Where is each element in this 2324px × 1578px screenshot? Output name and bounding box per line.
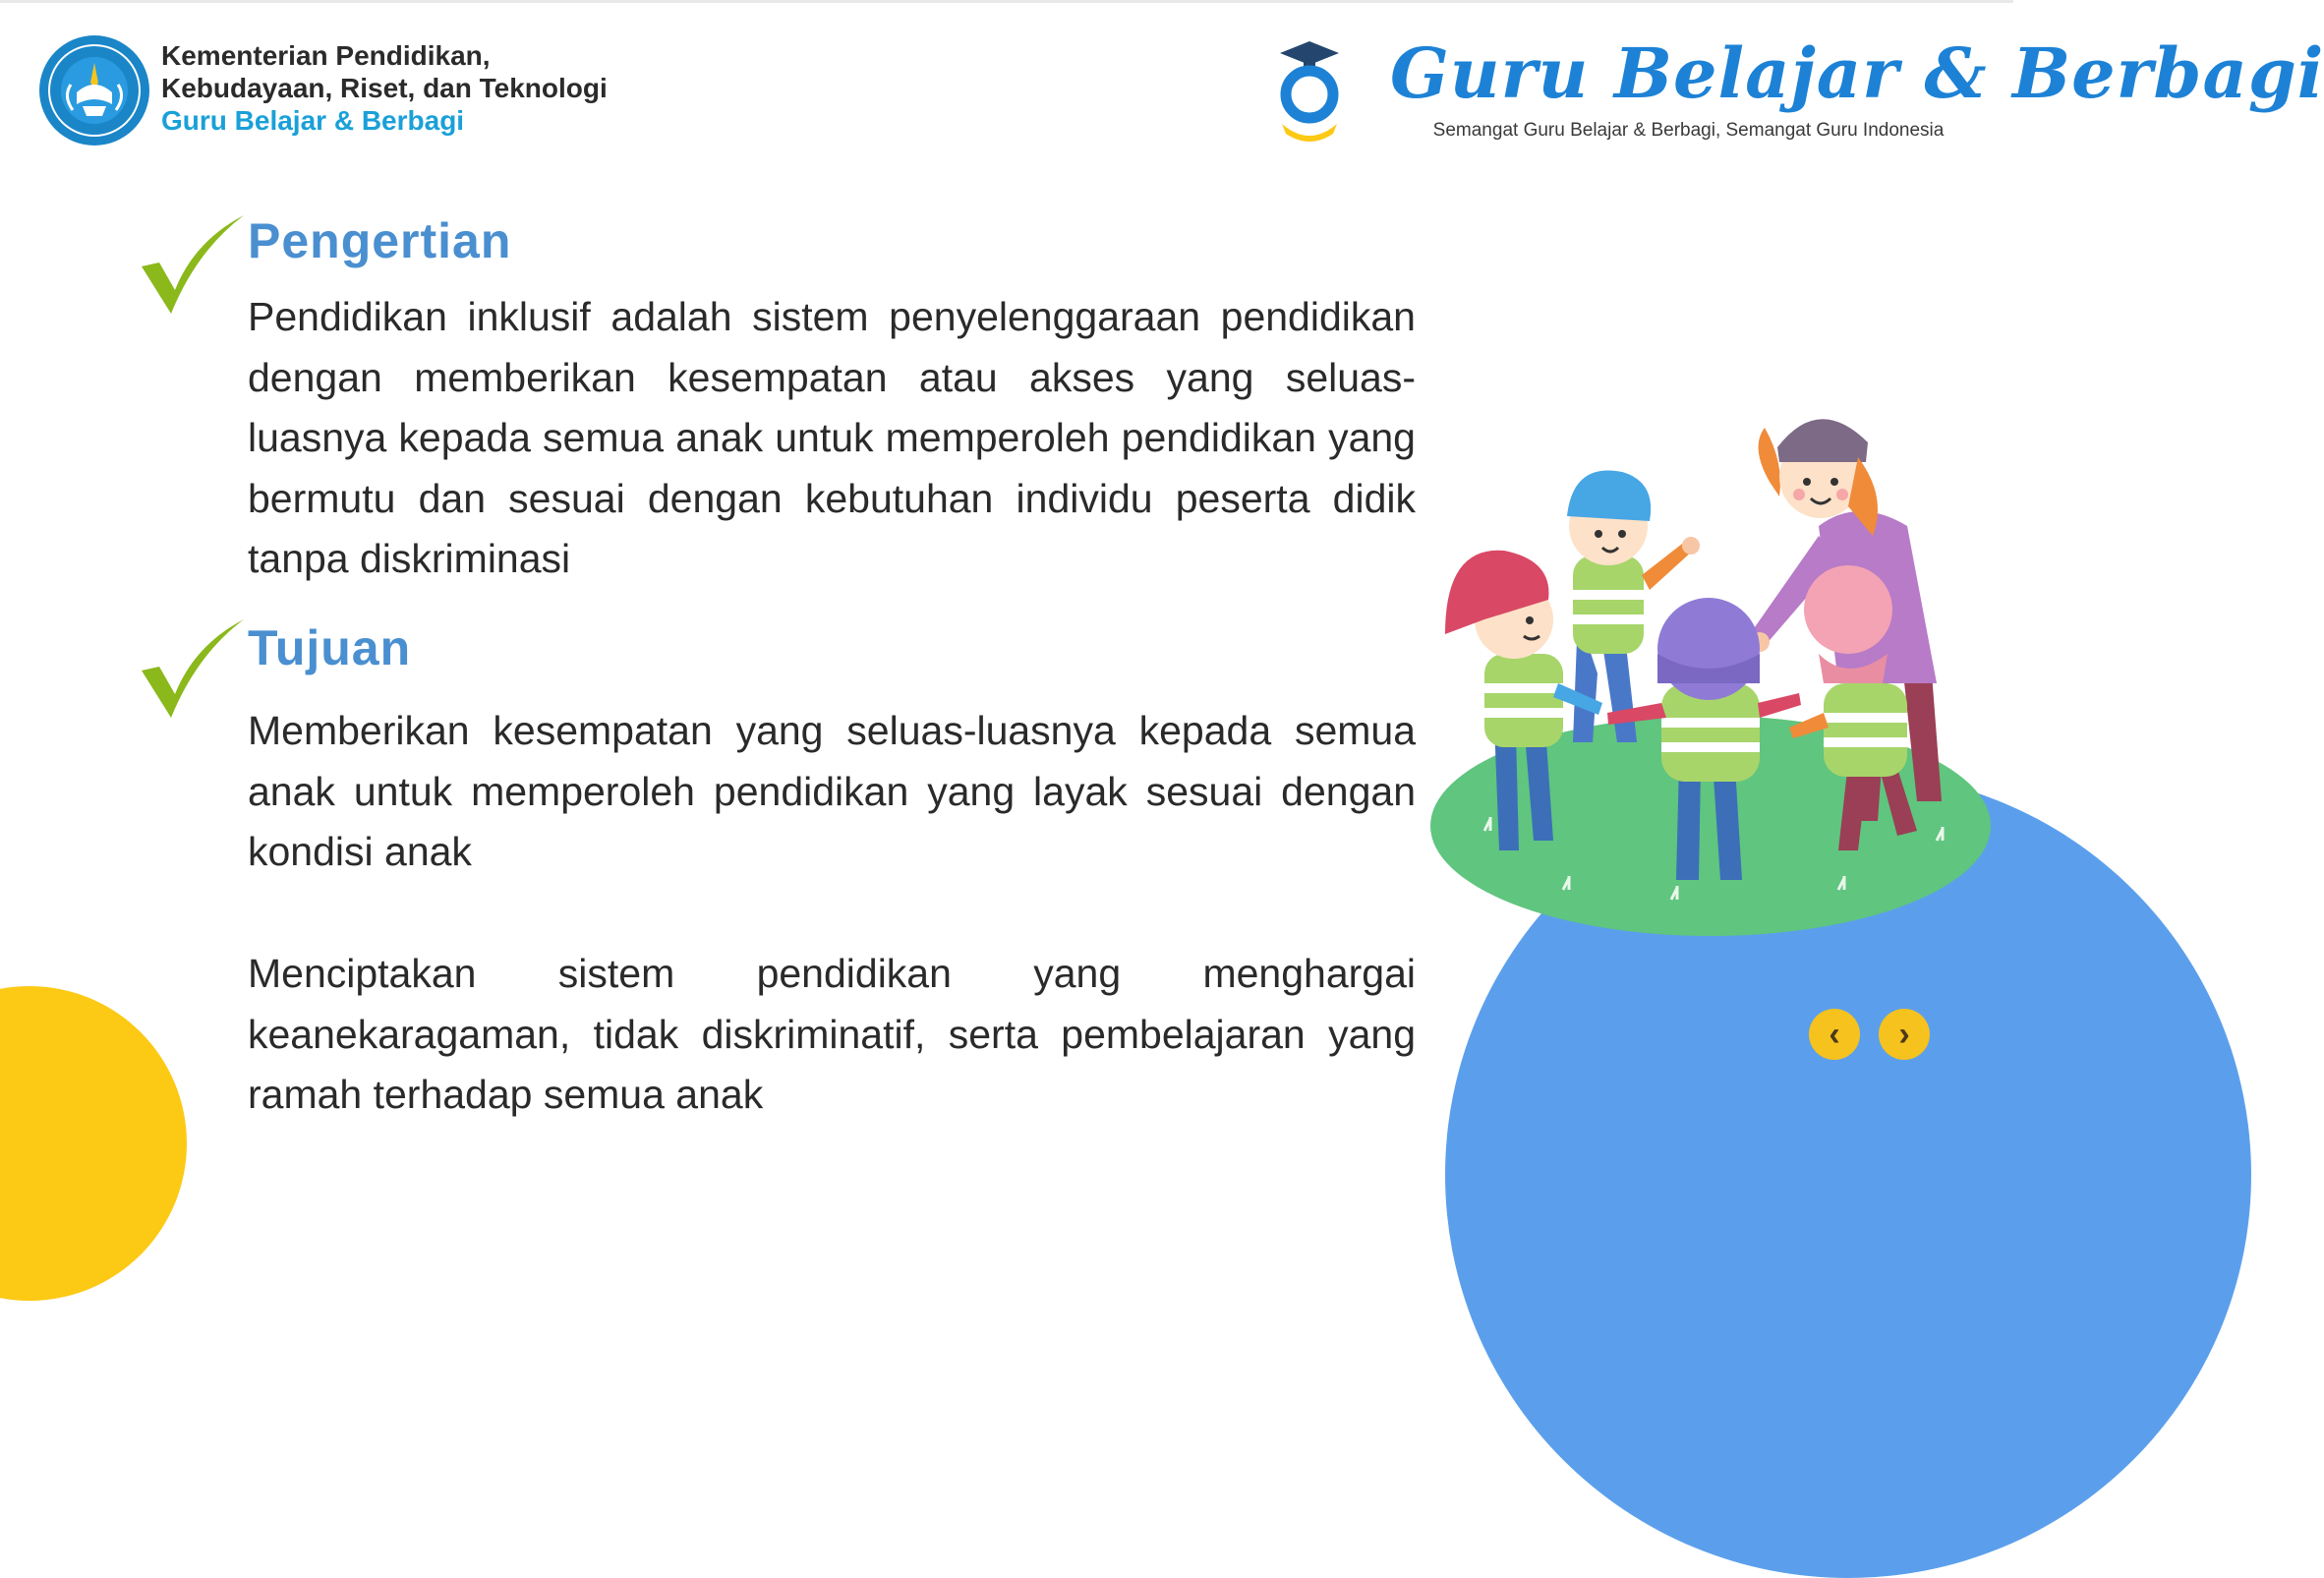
- top-border: [0, 0, 2013, 3]
- section-heading-tujuan: Tujuan: [248, 620, 412, 675]
- previous-slide-button[interactable]: [1809, 1009, 1860, 1060]
- brand-title: Guru Belajar & Berbagi: [1390, 32, 2324, 114]
- chevron-right-icon: ›: [1898, 1015, 1910, 1053]
- ministry-name-line-1: Kementerian Pendidikan,: [161, 40, 491, 71]
- tujuan-paragraph-1: Memberikan kesempatan yang seluas-luasnya kepada semua anak untuk memperoleh pendidikan yang layak sesuai dengan kondisi anak: [248, 708, 1416, 874]
- program-name: Guru Belajar & Berbagi: [161, 105, 465, 136]
- graduation-cap-icon: [1274, 37, 1345, 144]
- checkmark-icon: [138, 615, 248, 731]
- brand-tagline: Semangat Guru Belajar & Berbagi, Semangat Guru Indonesia: [1432, 120, 1945, 141]
- children-playing-circle-illustration: [1425, 388, 2013, 939]
- pengertian-paragraph: Pendidikan inklusif adalah sistem penyelenggaraan pendidikan dengan memberikan kesempatan atau akses yang seluas-luasnya kepada semua anak untuk memperoleh pendidikan yang bermutu dan sesuai dengan kebutuhan individu peserta didik tanpa diskriminasi: [248, 294, 1416, 581]
- tut-wuri-handayani-logo-icon: [37, 33, 151, 147]
- section-heading-pengertian: Pengertian: [248, 213, 512, 268]
- yellow-corner-shape: [0, 986, 187, 1301]
- next-slide-button[interactable]: [1879, 1009, 1930, 1060]
- checkmark-icon: [138, 211, 248, 327]
- ministry-name-line-2: Kebudayaan, Riset, dan Teknologi: [161, 73, 608, 103]
- ministry-name-block: [161, 39, 608, 137]
- chevron-left-icon: ‹: [1829, 1015, 1840, 1053]
- tujuan-paragraph-2: Menciptakan sistem pendidikan yang menghargai keanekaragaman, tidak diskriminatif, serta pembelajaran yang ramah terhadap semua anak: [248, 951, 1416, 1117]
